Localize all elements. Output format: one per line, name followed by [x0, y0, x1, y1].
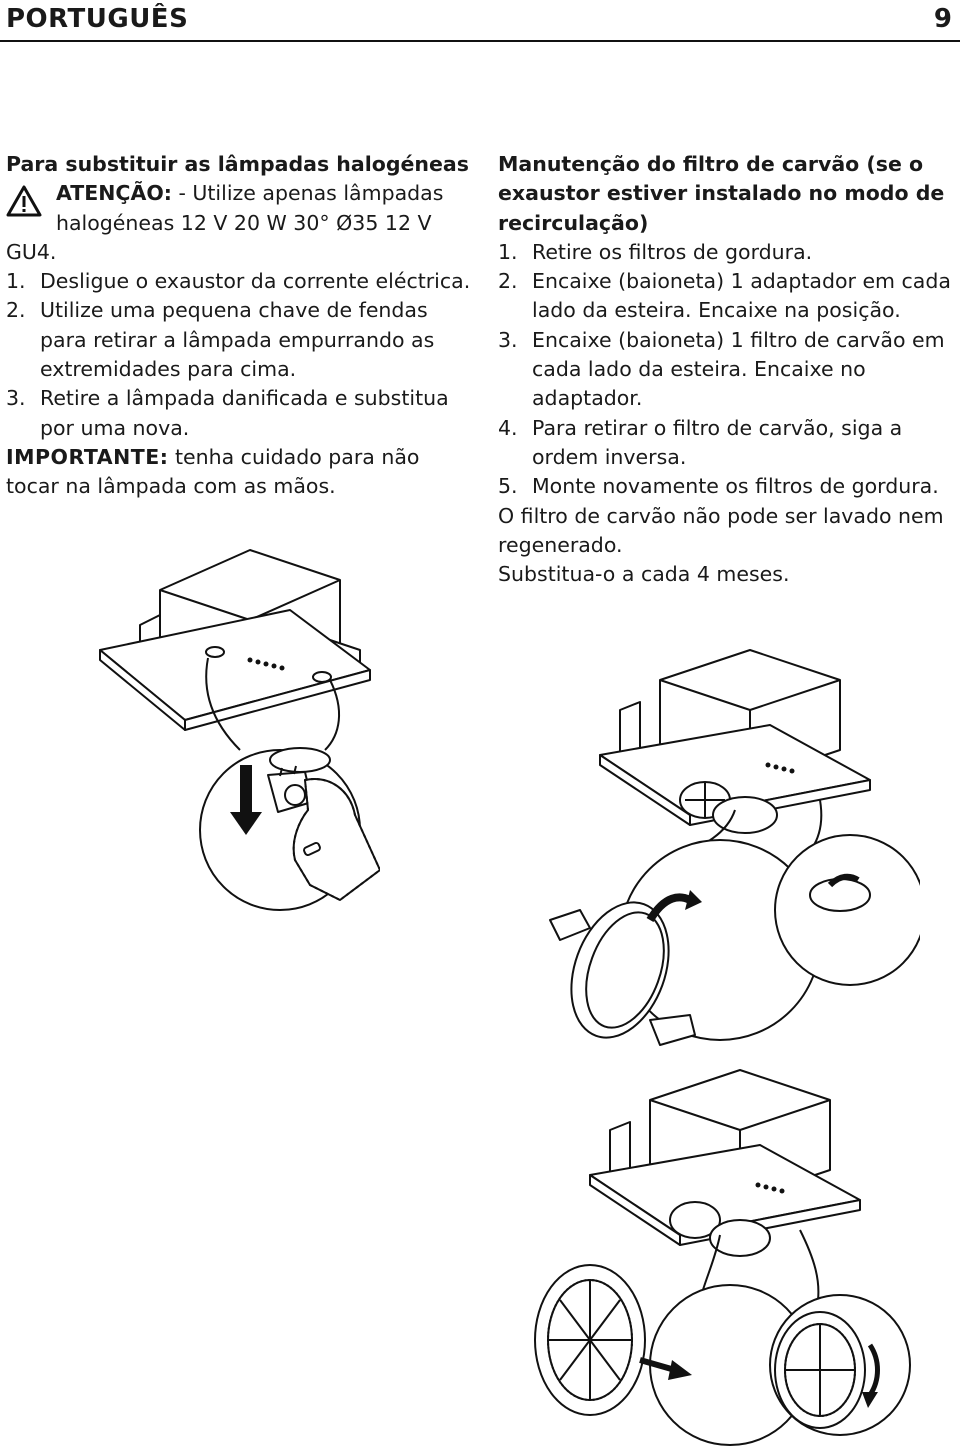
warning-label: ATENÇÃO: [56, 181, 172, 206]
list-item: 2. Utilize uma pequena chave de fendas para retirar a lâmpada empurrando as extremidades para cima. [6, 298, 435, 382]
list-item: 3. Encaixe (baioneta) 1 filtro de carvão em cada lado da esteira. Encaixe no adaptador. [498, 327, 945, 411]
lamp-replacement-illustration [90, 540, 380, 920]
important-note [6, 443, 476, 502]
list-item: 5. Monte novamente os filtros de gordura. [498, 474, 939, 499]
list-item: 2. Encaixe (baioneta) 1 adaptador em cada lado da esteira. Encaixe na posição. [498, 269, 951, 323]
list-item: 3. Retire a lâmpada danificada e substitua por uma nova. [6, 386, 449, 440]
adaptor-installation-illustration [540, 640, 920, 1060]
important-text: tenha cuidado para não tocar na lâmpada com as mãos. [6, 444, 420, 499]
no-wash-note: O filtro de carvão não pode ser lavado nem regenerado. [498, 503, 944, 557]
warning-text: - Utilize apenas lâmpadas [171, 181, 444, 206]
halogen-lamp-section [6, 150, 476, 502]
replace-interval-note: Substitua-o a cada 4 meses. [498, 562, 790, 587]
charcoal-filter-section [498, 150, 960, 589]
page-header [0, 0, 960, 42]
section-title: PORTUGUÊS [6, 4, 189, 34]
list-item: 4. Para retirar o filtro de carvão, siga a ordem inversa. [498, 415, 903, 469]
warning-triangle-icon [6, 185, 42, 217]
important-label: IMPORTANTE: [6, 444, 169, 469]
warning-block [6, 179, 476, 238]
list-item: 1. Retire os filtros de gordura. [498, 239, 813, 264]
charcoal-heading: Manutenção do filtro de carvão (se o exaustor estiver instalado no modo de recirculação) [498, 152, 945, 235]
list-item: 1. Desligue o exaustor da corrente eléctrica. [6, 269, 471, 294]
charcoal-filter-illustration [500, 1060, 920, 1450]
halogen-heading: Para substituir as lâmpadas halogéneas [6, 152, 469, 176]
warning-text-line2: halogéneas 12 V 20 W 30° Ø35 12 V [56, 210, 432, 235]
warning-text-line3: GU4. [6, 239, 57, 264]
page-number: 9 [933, 4, 952, 34]
